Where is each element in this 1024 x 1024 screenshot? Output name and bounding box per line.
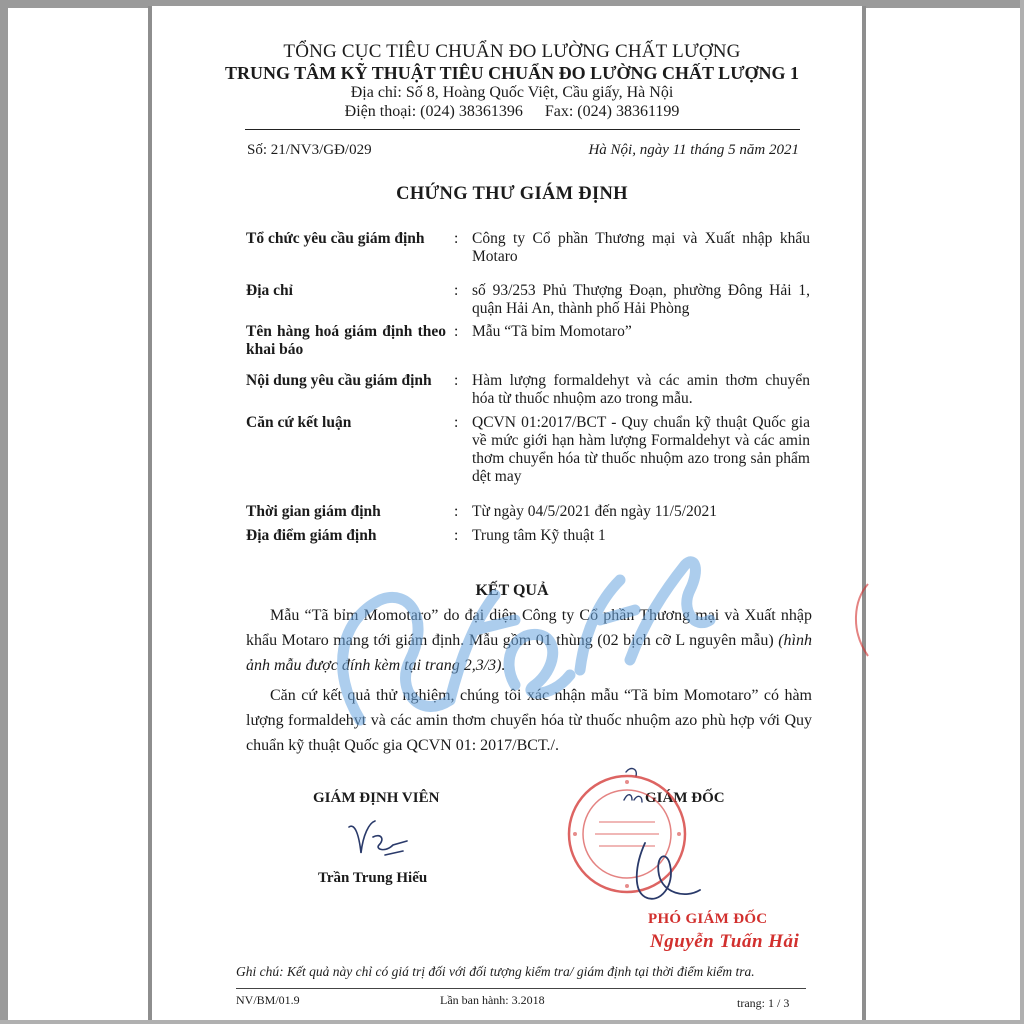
result-paragraph-1-italic: (hình ảnh mẫu được đính kèm tại trang 2,3/3). bbox=[246, 632, 812, 674]
inspector-title: GIÁM ĐỊNH VIÊN bbox=[313, 790, 440, 806]
result-title: KẾT QUẢ bbox=[475, 582, 549, 599]
row-value-address: số 93/253 Phủ Thượng Đoạn, phường Đông Hải 1, quận Hải An, thành phố Hải Phòng bbox=[472, 282, 810, 317]
inspector-signature-icon bbox=[345, 815, 415, 863]
row-label-location: Địa điểm giám định bbox=[246, 527, 377, 544]
row-colon: : bbox=[454, 503, 459, 520]
page-number: trang: 1 / 3 bbox=[737, 996, 790, 1010]
row-label-goods: Tên hàng hoá giám định theo khai báo bbox=[246, 323, 446, 358]
contact-line bbox=[0, 103, 1024, 121]
frame-bottom-border bbox=[0, 1020, 1024, 1024]
place-date: Hà Nội, ngày 11 tháng 5 năm 2021 bbox=[588, 142, 799, 158]
frame-left-border bbox=[0, 0, 8, 1024]
row-value-requester: Công ty Cổ phần Thương mại và Xuất nhập khẩu Motaro bbox=[472, 230, 810, 265]
row-value-location: Trung tâm Kỹ thuật 1 bbox=[472, 527, 606, 544]
row-colon: : bbox=[454, 282, 459, 299]
director-title: GIÁM ĐỐC bbox=[645, 790, 725, 806]
footer-divider bbox=[236, 988, 806, 989]
inspector-name: Trần Trung Hiếu bbox=[318, 870, 428, 886]
row-value-goods: Mẫu “Tã bỉm Momotaro” bbox=[472, 323, 632, 340]
row-value-content: Hàm lượng formaldehyt và các amin thơm chuyển hóa từ thuốc nhuộm azo trong mẫu. bbox=[472, 372, 810, 407]
center-name: TRUNG TÂM KỸ THUẬT TIÊU CHUẨN ĐO LƯỜNG CHẤT LƯỢNG 1 bbox=[224, 63, 800, 83]
org-line: TỔNG CỤC TIÊU CHUẨN ĐO LƯỜNG CHẤT LƯỢNG bbox=[283, 41, 741, 62]
edition-info: Lần ban hành: 3.2018 bbox=[440, 993, 545, 1007]
form-code: NV/BM/01.9 bbox=[236, 993, 300, 1007]
row-label-time: Thời gian giám định bbox=[246, 503, 381, 520]
deputy-director-title: PHÓ GIÁM ĐỐC bbox=[648, 911, 768, 927]
director-signature-icon bbox=[615, 835, 710, 915]
document-title: CHỨNG THƯ GIÁM ĐỊNH bbox=[396, 184, 628, 204]
row-label-requester: Tổ chức yêu cầu giám định bbox=[246, 230, 425, 247]
row-label-address: Địa chỉ bbox=[246, 282, 293, 299]
header-divider bbox=[245, 129, 800, 130]
document-number: Số: 21/NV3/GĐ/029 bbox=[247, 142, 372, 158]
row-colon: : bbox=[454, 323, 459, 340]
result-paragraph-1-text: Mẫu “Tã bỉm Momotaro” do đại diện Công ty Cổ phần Thương mại và Xuất nhập khẩu Motaro mang tới giám định. Mẫu gồm 01 thùng (02 bịch cỡ L nguyên mẫu) bbox=[246, 607, 812, 649]
partial-stamp-icon bbox=[846, 580, 870, 660]
result-paragraph-1 bbox=[246, 603, 812, 678]
row-label-content: Nội dung yêu cầu giám định bbox=[246, 372, 432, 389]
row-label-basis: Căn cứ kết luận bbox=[246, 414, 352, 431]
row-value-time: Từ ngày 04/5/2021 đến ngày 11/5/2021 bbox=[472, 503, 718, 520]
frame-right-border bbox=[1020, 0, 1024, 1024]
footer-note: Ghi chú: Kết quả này chỉ có giá trị đối với đối tượng kiểm tra/ giám định tại thời điểm kiểm tra. bbox=[236, 964, 755, 979]
result-paragraph-2: Căn cứ kết quả thử nghiệm, chúng tôi xác nhận mẫu “Tã bỉm Momotaro” có hàm lượng formaldehyt và các amin thơm chuyển hóa từ thuốc nhuộm azo phù hợp với Quy chuẩn kỹ thuật Quốc gia QCVN 01: 2017/BCT./. bbox=[246, 687, 812, 754]
row-colon: : bbox=[454, 372, 459, 389]
row-colon: : bbox=[454, 414, 459, 431]
phone-number: Điện thoại: (024) 38361396 bbox=[344, 103, 523, 120]
center-address: Địa chỉ: Số 8, Hoàng Quốc Việt, Cầu giấy, Hà Nội bbox=[350, 84, 674, 101]
fax-number: Fax: (024) 38361199 bbox=[544, 103, 680, 120]
row-colon: : bbox=[454, 527, 459, 544]
row-colon: : bbox=[454, 230, 459, 247]
deputy-director-name: Nguyễn Tuấn Hải bbox=[650, 931, 800, 952]
row-value-basis: QCVN 01:2017/BCT - Quy chuẩn kỹ thuật Quốc gia về mức giới hạn hàm lượng Formaldehyt và các amin thơm chuyển hóa từ thuốc nhuộm azo trong sản phẩm dệt may bbox=[472, 414, 810, 485]
